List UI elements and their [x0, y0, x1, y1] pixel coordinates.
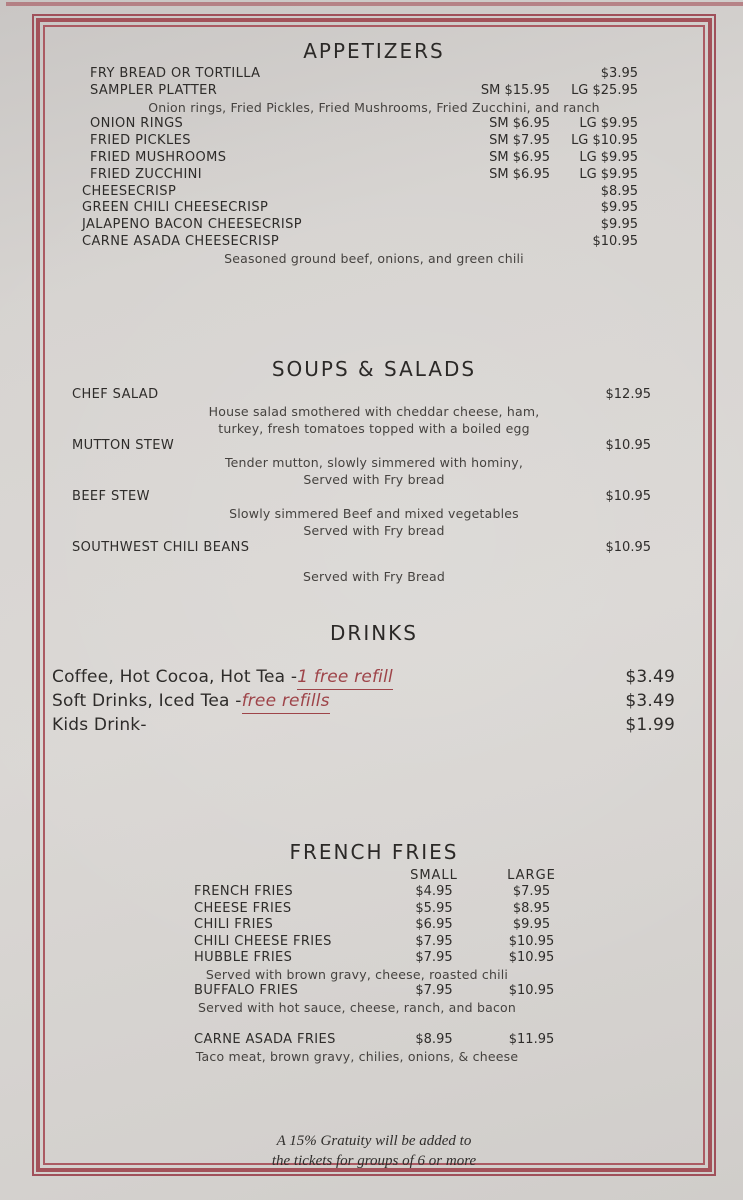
menu-item-row: [34, 217, 714, 234]
gratuity-note-line1: A 15% Gratuity will be added to: [276, 1133, 472, 1150]
fries-rows: [34, 868, 714, 1066]
decorative-border: [32, 14, 716, 1176]
item-lg-price: LG $25.95: [571, 82, 638, 98]
column-header-small: SMALL: [410, 867, 458, 883]
section-title-fries: FRENCH FRIES: [289, 839, 459, 864]
item-price: $9.95: [600, 217, 638, 233]
item-small-price: $7.95: [415, 983, 453, 999]
item-description: turkey, fresh tomatoes topped with a boiled egg: [218, 420, 530, 436]
item-name: CARNE ASADA CHEESECRISP: [82, 233, 280, 249]
item-description: House salad smothered with cheddar cheese, ham,: [208, 403, 540, 419]
item-sm-price: SM $6.95: [489, 116, 550, 132]
item-name: FRIED MUSHROOMS: [90, 149, 227, 165]
menu-item-row: [34, 83, 714, 100]
fries-column-headers: [34, 868, 714, 885]
item-description: Seasoned ground beef, onions, and green chili: [224, 250, 524, 266]
item-description: Tender mutton, slowly simmered with hominy,: [224, 454, 524, 470]
menu-item-row: [34, 934, 714, 951]
gratuity-note-line2: the tickets for groups of 6 or more: [271, 1153, 477, 1170]
section-title-drinks: DRINKS: [330, 620, 418, 645]
menu-item-row: [34, 116, 714, 133]
item-name: Coffee, Hot Cocoa, Hot Tea -: [52, 666, 298, 687]
menu-item-row: [34, 901, 714, 918]
item-name: FRIED ZUCCHINI: [90, 166, 203, 182]
item-name: SOUTHWEST CHILI BEANS: [72, 539, 250, 555]
menu-item-row: [34, 133, 714, 150]
item-name: ONION RINGS: [90, 116, 184, 132]
item-name: GREEN CHILI CHEESECRISP: [82, 200, 269, 216]
menu-item-row: [34, 884, 714, 901]
item-description: Served with brown gravy, cheese, roasted chili: [205, 966, 509, 982]
menu-item-row: [34, 66, 714, 83]
section-title-soups: SOUPS & SALADS: [271, 356, 477, 381]
refill-note: 1 free refill: [297, 666, 393, 690]
appetizers-rows: [34, 66, 714, 268]
item-small-price: $8.95: [415, 1032, 453, 1048]
item-small-price: $5.95: [415, 900, 453, 916]
item-price: $1.99: [625, 714, 675, 735]
item-sm-price: SM $15.95: [480, 82, 550, 98]
item-name: FRY BREAD OR TORTILLA: [90, 66, 261, 81]
item-name: FRENCH FRIES: [194, 884, 294, 900]
item-large-price: $11.95: [508, 1032, 555, 1048]
item-small-price: $7.95: [415, 950, 453, 966]
item-name: CARNE ASADA FRIES: [194, 1032, 336, 1048]
menu-item-row: [34, 714, 714, 736]
item-name: CHILI CHEESE FRIES: [194, 933, 332, 949]
menu-item-row: [34, 200, 714, 217]
item-lg-price: LG $9.95: [579, 166, 638, 182]
item-lg-price: LG $9.95: [579, 116, 638, 132]
gratuity-note: [34, 1131, 714, 1171]
menu-item-row: [34, 666, 714, 690]
item-small-price: $6.95: [415, 917, 453, 933]
item-description: Slowly simmered Beef and mixed vegetables: [229, 505, 519, 521]
menu-item-row: [34, 150, 714, 167]
item-name: HUBBLE FRIES: [194, 950, 293, 966]
item-large-price: $10.95: [508, 950, 555, 966]
refill-note: free refills: [242, 690, 330, 714]
item-name: Kids Drink-: [52, 714, 147, 735]
item-name: JALAPENO BACON CHEESECRISP: [82, 217, 303, 233]
drinks-rows: [34, 666, 714, 736]
item-large-price: $10.95: [508, 983, 555, 999]
item-price: $3.49: [625, 666, 675, 687]
item-lg-price: LG $10.95: [571, 133, 638, 149]
item-name: SAMPLER PLATTER: [90, 82, 218, 98]
section-appetizers: [34, 16, 714, 268]
item-large-price: $10.95: [508, 933, 555, 949]
item-price: $3.49: [625, 690, 675, 711]
item-small-price: $7.95: [415, 933, 453, 949]
menu-item-row: [34, 690, 714, 714]
section-french-fries: [34, 839, 714, 1066]
item-price: $10.95: [605, 437, 651, 453]
item-description: Served with Fry bread: [303, 522, 445, 538]
menu-item-row: [34, 983, 714, 1000]
menu-item-row: [34, 234, 714, 251]
item-large-price: $8.95: [512, 900, 551, 916]
item-price: $10.95: [605, 539, 651, 555]
menu-item-row: [34, 386, 714, 403]
item-price: $9.95: [600, 200, 638, 216]
item-name: BUFFALO FRIES: [194, 983, 299, 999]
menu-item-row: [34, 917, 714, 934]
section-title-appetizers: APPETIZERS: [303, 39, 445, 63]
menu-item-row: [34, 950, 714, 967]
item-price: $8.95: [600, 183, 638, 199]
menu-item-row: [34, 539, 714, 556]
item-price: $12.95: [605, 386, 651, 402]
column-header-large: LARGE: [507, 867, 556, 883]
menu-page: [34, 16, 714, 1174]
item-name: CHEESE FRIES: [194, 900, 292, 916]
menu-item-row: [34, 488, 714, 505]
item-sm-price: SM $6.95: [489, 166, 550, 182]
menu-item-row: [34, 437, 714, 454]
item-price: $10.95: [592, 233, 638, 249]
item-sm-price: SM $7.95: [489, 133, 550, 149]
item-description: Served with Fry bread: [303, 471, 445, 487]
item-price: $10.95: [605, 488, 651, 504]
item-name: BEEF STEW: [72, 488, 150, 504]
item-name: Soft Drinks, Iced Tea -: [52, 690, 242, 711]
item-name: CHEESECRISP: [82, 183, 177, 199]
item-sm-price: SM $6.95: [489, 149, 550, 165]
item-name: CHILI FRIES: [194, 917, 274, 933]
soups-rows: [34, 386, 714, 585]
item-description: Served with Fry Bread: [303, 568, 445, 584]
menu-item-row: [34, 1032, 714, 1049]
item-price: $3.95: [600, 66, 638, 81]
item-description: Taco meat, brown gravy, chilies, onions, & cheese: [195, 1048, 519, 1064]
item-name: FRIED PICKLES: [90, 133, 191, 149]
item-name: MUTTON STEW: [72, 437, 175, 453]
item-large-price: $7.95: [512, 884, 551, 900]
item-lg-price: LG $9.95: [579, 149, 638, 165]
page-edge-line: [6, 2, 743, 6]
menu-item-row: [34, 184, 714, 201]
item-small-price: $4.95: [415, 884, 453, 900]
menu-item-row: [34, 167, 714, 184]
item-description: Onion rings, Fried Pickles, Fried Mushrooms, Fried Zucchini, and ranch: [148, 99, 600, 115]
spacer: [194, 868, 384, 885]
item-large-price: $9.95: [512, 917, 551, 933]
item-name: CHEF SALAD: [72, 386, 159, 402]
section-soups-salads: [34, 356, 714, 585]
item-description: Served with hot sauce, cheese, ranch, and bacon: [197, 999, 517, 1015]
section-drinks: [34, 620, 714, 736]
